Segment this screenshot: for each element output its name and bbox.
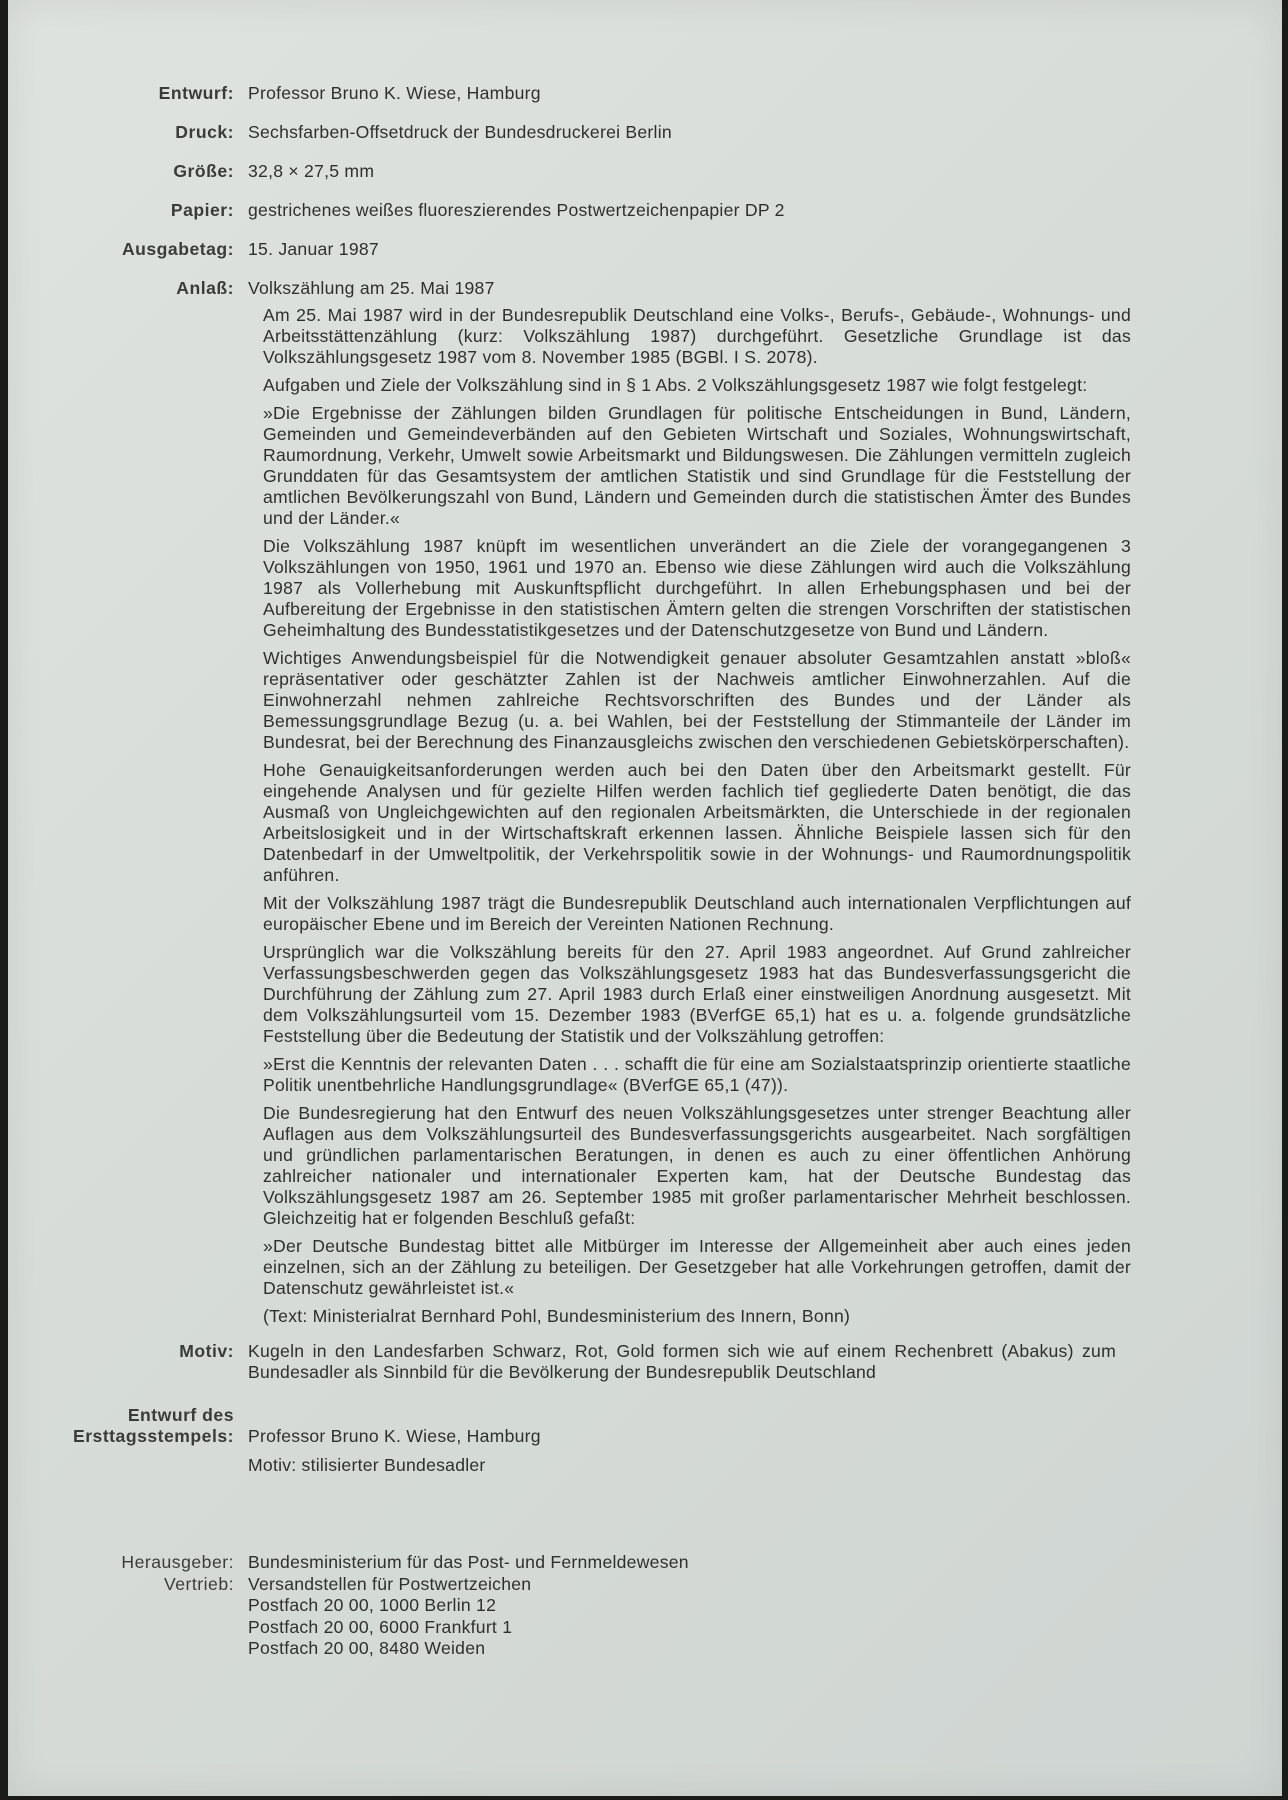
motiv-value: Kugeln in den Landesfarben Schwarz, Rot, Gold formen sich wie auf einem Rechenbrett (Abakus) zum Bundesadler als Sinnbild für die Bevölkerung der Bundesrepublik Deutschland (248, 1341, 1116, 1382)
meta-row-druck (56, 119, 1138, 158)
stamp-label-line2: Ersttagsstempels: (72, 1426, 234, 1446)
meta-label: Papier: (170, 200, 234, 220)
paragraph: Aufgaben und Ziele der Volkszählung sind in § 1 Abs. 2 Volkszählungsgesetz 1987 wie folgt festgelegt: (263, 375, 1088, 395)
stamp-label (56, 1405, 248, 1484)
stamp-value (248, 1405, 1138, 1484)
paragraph: Hohe Genauigkeitsanforderungen werden auch bei den Daten über den Arbeitsmarkt gestellt. Für eingehende Analysen und für gezielte Hilfen werden fachlich tief gegliederte Daten benötigt, die das Ausmaß von Ungleichgewichten auf den regionalen Arbeitsmärkten, die Unterschiede in der regionalen Arbeitslosigkeit und in der Wirtschaftskraft erkennen lassen. Ähnliche Beispiele lassen sich für den Datenbedarf in der Umweltpolitik, der Verkehrspolitik sowie in der Wohnungs- und Raumordnungspolitik anführen. (263, 760, 1131, 885)
body-text (263, 305, 1131, 1327)
meta-label: Entwurf: (158, 83, 234, 103)
meta-row-anlass (56, 275, 1138, 305)
publisher-line: Postfach 20 00, 6000 Frankfurt 1 (248, 1616, 513, 1637)
meta-block (56, 80, 1138, 305)
publisher-line: Bundesministerium für das Post- und Fernmeldewesen (248, 1552, 689, 1572)
document-content (56, 80, 1138, 1660)
publisher-line: Postfach 20 00, 1000 Berlin 12 (248, 1595, 497, 1615)
paragraph: »Der Deutsche Bundestag bittet alle Mitbürger im Interesse der Allgemeinheit aber auch eines jeden einzelnen, sich an der Zählung zu beteiligen. Der Gesetzgeber hat alle Vorkehrungen getroffen, damit der Datenschutz gewährleistet ist.« (263, 1236, 1131, 1298)
meta-label: Anlaß: (176, 278, 234, 298)
publisher-row (56, 1552, 1138, 1660)
meta-value: gestrichenes weißes fluoreszierendes Postwertzeichenpapier DP 2 (248, 200, 785, 220)
publisher-value (248, 1552, 1138, 1660)
label-herausgeber: Herausgeber: (121, 1552, 234, 1572)
paragraph: »Die Ergebnisse der Zählungen bilden Grundlagen für politische Entscheidungen in Bund, Ländern, Gemeinden und Gemeindeverbänden auf den Gebieten Wirtschaft und Soziales, Wohnungswirtschaft, Raumordnung, Verkehr, Umwelt sowie Arbeitsmarkt und Bildungswesen. Die Zählungen vermitteln zugleich Grunddaten für das Gesamtsystem der amtlichen Statistik und sind Grundlage für die Feststellung der amtlichen Bevölkerungszahl von Bund, Ländern und Gemeinden durch die statistischen Ämter des Bundes und der Länder.« (263, 403, 1131, 528)
stamp-designer: Professor Bruno K. Wiese, Hamburg (248, 1426, 541, 1446)
document-sheet (8, 0, 1282, 1796)
meta-label: Größe: (173, 161, 234, 181)
paragraph: Mit der Volkszählung 1987 trägt die Bundesrepublik Deutschland auch internationalen Verpflichtungen auf europäischer Ebene und im Bereich der Vereinten Nationen Rechnung. (263, 893, 1131, 934)
paragraph: Am 25. Mai 1987 wird in der Bundesrepublik Deutschland eine Volks-, Berufs-, Gebäude-, Wohnungs- und Arbeitsstättenzählung (kurz: Volkszählung 1987) durchgeführt. Gesetzliche Grundlage ist das Volkszählungsgesetz 1987 vom 8. November 1985 (BGBl. I S. 2078). (263, 305, 1131, 367)
meta-label: Ausgabetag: (121, 239, 234, 259)
meta-label: Druck: (175, 122, 234, 142)
label-vertrieb: Vertrieb: (163, 1573, 234, 1594)
stamp-motif: Motiv: stilisierter Bundesadler (248, 1455, 486, 1475)
meta-value: Professor Bruno K. Wiese, Hamburg (248, 83, 541, 103)
stamp-row (56, 1405, 1138, 1484)
meta-row-ausgabetag (56, 236, 1138, 275)
text-credit: (Text: Ministerialrat Bernhard Pohl, Bundesministerium des Innern, Bonn) (263, 1306, 851, 1326)
publisher-line: Versandstellen für Postwertzeichen (248, 1573, 532, 1594)
meta-value: Sechsfarben-Offsetdruck der Bundesdruckerei Berlin (248, 122, 672, 142)
motiv-row (56, 1341, 1138, 1383)
paragraph: Die Bundesregierung hat den Entwurf des neuen Volkszählungsgesetzes unter strenger Beachtung aller Auflagen aus dem Volkszählungsurteil des Bundesverfassungsgerichts ausgearbeitet. Nach sorgfältigen und gründlichen parlamentarischen Beratungen, in denen es auch zu einer öffentlichen Anhörung zahlreicher nationaler und internationaler Experten kam, hat der Deutsche Bundestag das Volkszählungsgesetz 1987 am 26. September 1985 mit großer parlamentarischer Mehrheit beschlossen. Gleichzeitig hat er folgenden Beschluß gefaßt: (263, 1103, 1131, 1228)
publisher-label (56, 1552, 248, 1660)
meta-row-papier (56, 197, 1138, 236)
paragraph: Ursprünglich war die Volkszählung bereits für den 27. April 1983 angeordnet. Auf Grund zahlreicher Verfassungsbeschwerden gegen das Volkszählungsgesetz 1983 hat das Bundesverfassungsgericht die Durchführung der Zählung zum 27. April 1983 durch Erlaß einer einstweiligen Anordnung ausgesetzt. Mit dem Volkszählungsurteil vom 15. Dezember 1983 (BVerfGE 65,1) hat es u. a. folgende grundsätzliche Feststellung über die Bedeutung der Statistik und der Volkszählung getroffen: (263, 942, 1131, 1046)
paragraph: Die Volkszählung 1987 knüpft im wesentlichen unverändert an die Ziele der vorangegangenen 3 Volkszählungen von 1950, 1961 und 1970 an. Ebenso wie diese Zählungen wird auch die Volkszählung 1987 als Vollerhebung mit Auskunftspflicht durchgeführt. In allen Erhebungsphasen und bei der Aufbereitung der Ergebnisse in den statistischen Ämtern gelten die strengen Vorschriften der statistischen Geheimhaltung des Bundesstatistikgesetzes und der Datenschutzgesetze von Bund und Ländern. (263, 536, 1131, 640)
meta-value: 15. Januar 1987 (248, 239, 379, 259)
publisher-line: Postfach 20 00, 8480 Weiden (248, 1638, 486, 1658)
paragraph: Wichtiges Anwendungsbeispiel für die Notwendigkeit genauer absoluter Gesamtzahlen anstatt »bloß« repräsentativer oder geschätzter Zahlen ist der Nachweis amtlicher Einwohnerzahlen. Auf die Einwohnerzahl nehmen zahlreiche Rechtsvorschriften des Bundes und der Länder als Bemessungsgrundlage Bezug (u. a. bei Wahlen, bei der Feststellung der Stimmanteile der Länder im Bundesrat, bei der Berechnung des Finanzausgleichs zwischen den verschiedenen Gebietskörperschaften). (263, 648, 1131, 752)
paragraph: »Erst die Kenntnis der relevanten Daten . . . schafft die für eine am Sozialstaatsprinzip orientierte staatliche Politik unentbehrliche Handlungsgrundlage« (BVerfGE 65,1 (47)). (263, 1054, 1131, 1095)
meta-row-entwurf (56, 80, 1138, 119)
meta-row-groesse (56, 158, 1138, 197)
stamp-label-line1: Entwurf des (127, 1405, 234, 1425)
meta-value: 32,8 × 27,5 mm (248, 161, 375, 181)
motiv-label: Motiv: (179, 1341, 234, 1361)
meta-value: Volkszählung am 25. Mai 1987 (248, 278, 495, 298)
